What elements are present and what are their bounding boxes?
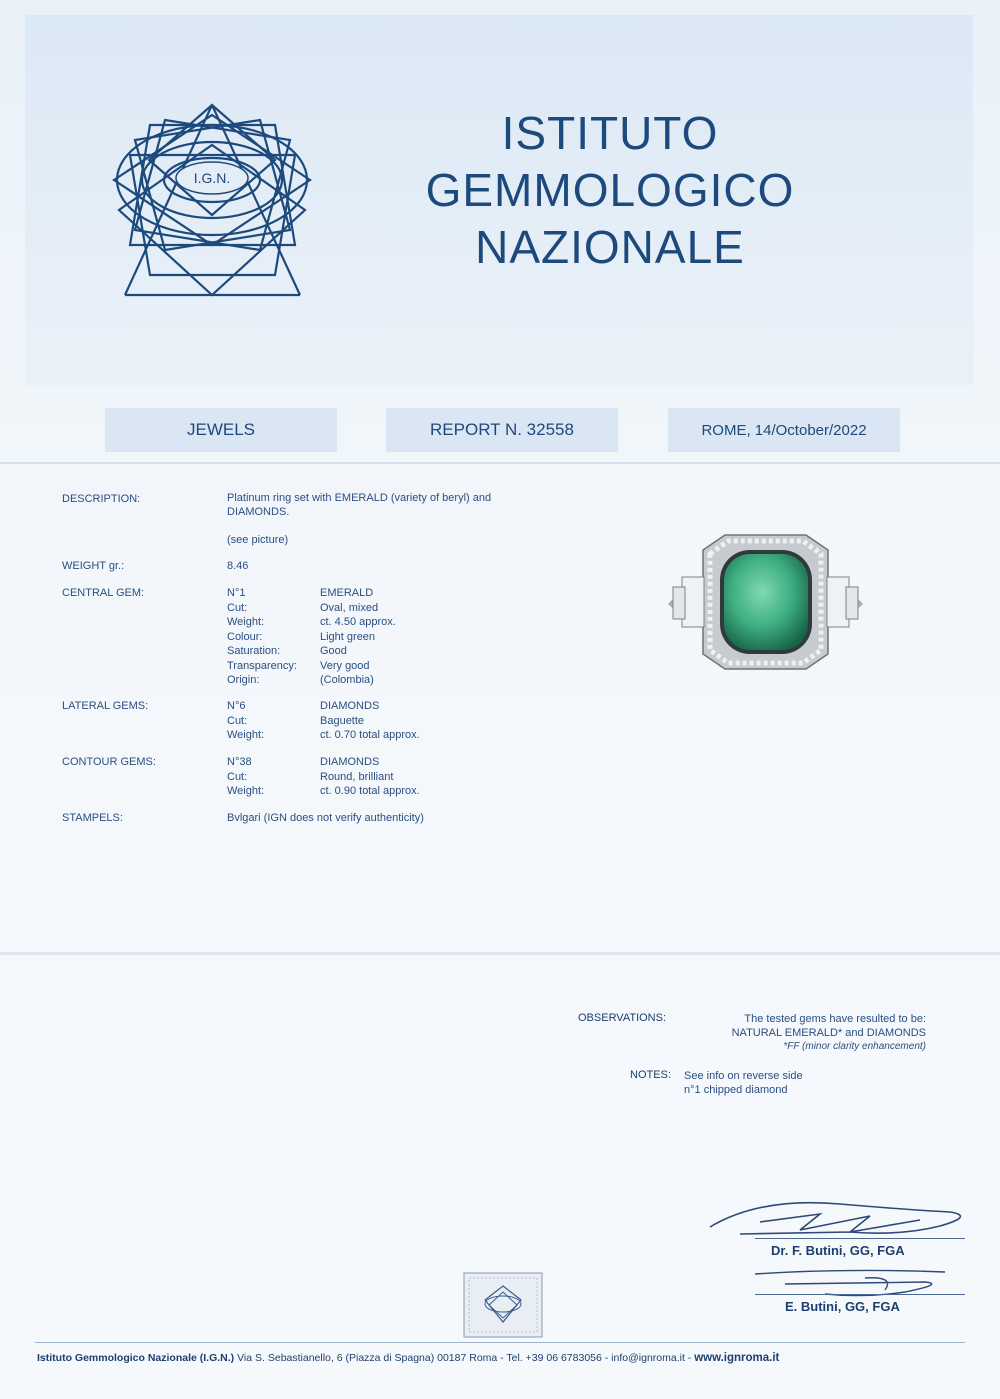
hologram-stamp xyxy=(463,1272,543,1338)
notes-label: NOTES: xyxy=(630,1069,671,1081)
lateral-gems-values xyxy=(320,699,420,743)
fold-line xyxy=(0,952,1000,955)
central-key: Origin: xyxy=(227,674,260,686)
observations-label: OBSERVATIONS: xyxy=(578,1012,667,1024)
date-tab: ROME, 14/October/2022 xyxy=(668,408,900,452)
central-key: Cut: xyxy=(227,601,248,614)
signature-line xyxy=(755,1294,965,1295)
institute-title xyxy=(380,105,840,276)
central-value: (Colombia) xyxy=(320,674,374,686)
lateral-value: DIAMONDS xyxy=(320,700,380,712)
observations-line: NATURAL EMERALD* and DIAMONDS xyxy=(731,1027,926,1039)
stampels-label: STAMPELS: xyxy=(62,812,123,824)
lateral-key: Cut: xyxy=(227,714,248,727)
footer xyxy=(37,1352,967,1364)
central-key: N°1 xyxy=(227,587,246,599)
contour-value: DIAMONDS xyxy=(320,756,380,768)
observations-text xyxy=(706,1012,926,1054)
central-key: Colour: xyxy=(227,630,263,643)
description-line-1: Platinum ring set with EMERALD (variety of beryl) and xyxy=(227,492,492,504)
central-value: ct. 4.50 approx. xyxy=(320,616,396,628)
title-line-1: ISTITUTO xyxy=(501,107,719,159)
central-value: EMERALD xyxy=(320,587,374,599)
contour-gems-values xyxy=(320,755,420,799)
central-key: Transparency: xyxy=(227,659,297,672)
weight-label: WEIGHT gr.: xyxy=(62,560,125,572)
notes-line: See info on reverse side xyxy=(684,1070,803,1082)
central-gem-label: CENTRAL GEM: xyxy=(62,587,145,599)
ring-photo xyxy=(668,532,863,672)
lateral-gems-keys xyxy=(227,699,264,743)
logo-text: I.G.N. xyxy=(193,170,231,186)
report-number-tab: REPORT N. 32558 xyxy=(386,408,618,452)
see-picture-note: (see picture) xyxy=(227,534,289,546)
lateral-value: ct. 0.70 total approx. xyxy=(320,729,420,741)
footer-org: Istituto Gemmologico Nazionale (I.G.N.) xyxy=(37,1352,235,1364)
lateral-key: N°6 xyxy=(227,700,246,712)
observations-line: The tested gems have resulted to be: xyxy=(744,1013,926,1025)
description-line-2: DIAMONDS. xyxy=(227,506,290,518)
title-line-3: NAZIONALE xyxy=(475,221,745,273)
contour-key: N°38 xyxy=(227,756,252,768)
lateral-gems-label: LATERAL GEMS: xyxy=(62,700,149,712)
contour-value: Round, brilliant xyxy=(320,770,394,783)
signature-scribble xyxy=(745,1262,965,1302)
lateral-value: Baguette xyxy=(320,714,365,727)
signatory-2: E. Butini, GG, FGA xyxy=(785,1299,900,1314)
footer-website: www.ignroma.it xyxy=(694,1352,780,1364)
contour-key: Weight: xyxy=(227,785,265,797)
contour-value: ct. 0.90 total approx. xyxy=(320,785,420,797)
signature-line xyxy=(755,1238,965,1239)
ign-logo xyxy=(105,100,320,300)
notes-text xyxy=(684,1069,803,1097)
title-line-2: GEMMOLOGICO xyxy=(425,164,795,216)
lateral-key: Weight: xyxy=(227,729,265,741)
contour-gems-label: CONTOUR GEMS: xyxy=(62,756,156,768)
category-tab: JEWELS xyxy=(105,408,337,452)
central-gem-values xyxy=(320,586,396,688)
footer-divider xyxy=(35,1342,965,1343)
contour-key: Cut: xyxy=(227,770,248,783)
central-key: Saturation: xyxy=(227,645,281,657)
weight-value: 8.46 xyxy=(227,560,249,572)
central-gem-keys xyxy=(227,586,297,688)
stampels-value: Bvlgari (IGN does not verify authenticity) xyxy=(227,812,424,824)
footer-address: Via S. Sebastianello, 6 (Piazza di Spagna) 00187 Roma - Tel. +39 06 6783056 - info@ignroma.it - xyxy=(237,1352,692,1364)
contour-gems-keys xyxy=(227,755,264,799)
central-value: Light green xyxy=(320,630,376,643)
signatory-1: Dr. F. Butini, GG, FGA xyxy=(771,1243,905,1258)
central-value: Oval, mixed xyxy=(320,601,379,614)
fold-line xyxy=(0,462,1000,464)
central-key: Weight: xyxy=(227,616,265,628)
notes-line: n°1 chipped diamond xyxy=(684,1084,788,1096)
description-label: DESCRIPTION: xyxy=(62,493,141,505)
observations-line: *FF (minor clarity enhancement) xyxy=(783,1041,926,1052)
central-value: Very good xyxy=(320,659,370,672)
central-value: Good xyxy=(320,645,347,657)
